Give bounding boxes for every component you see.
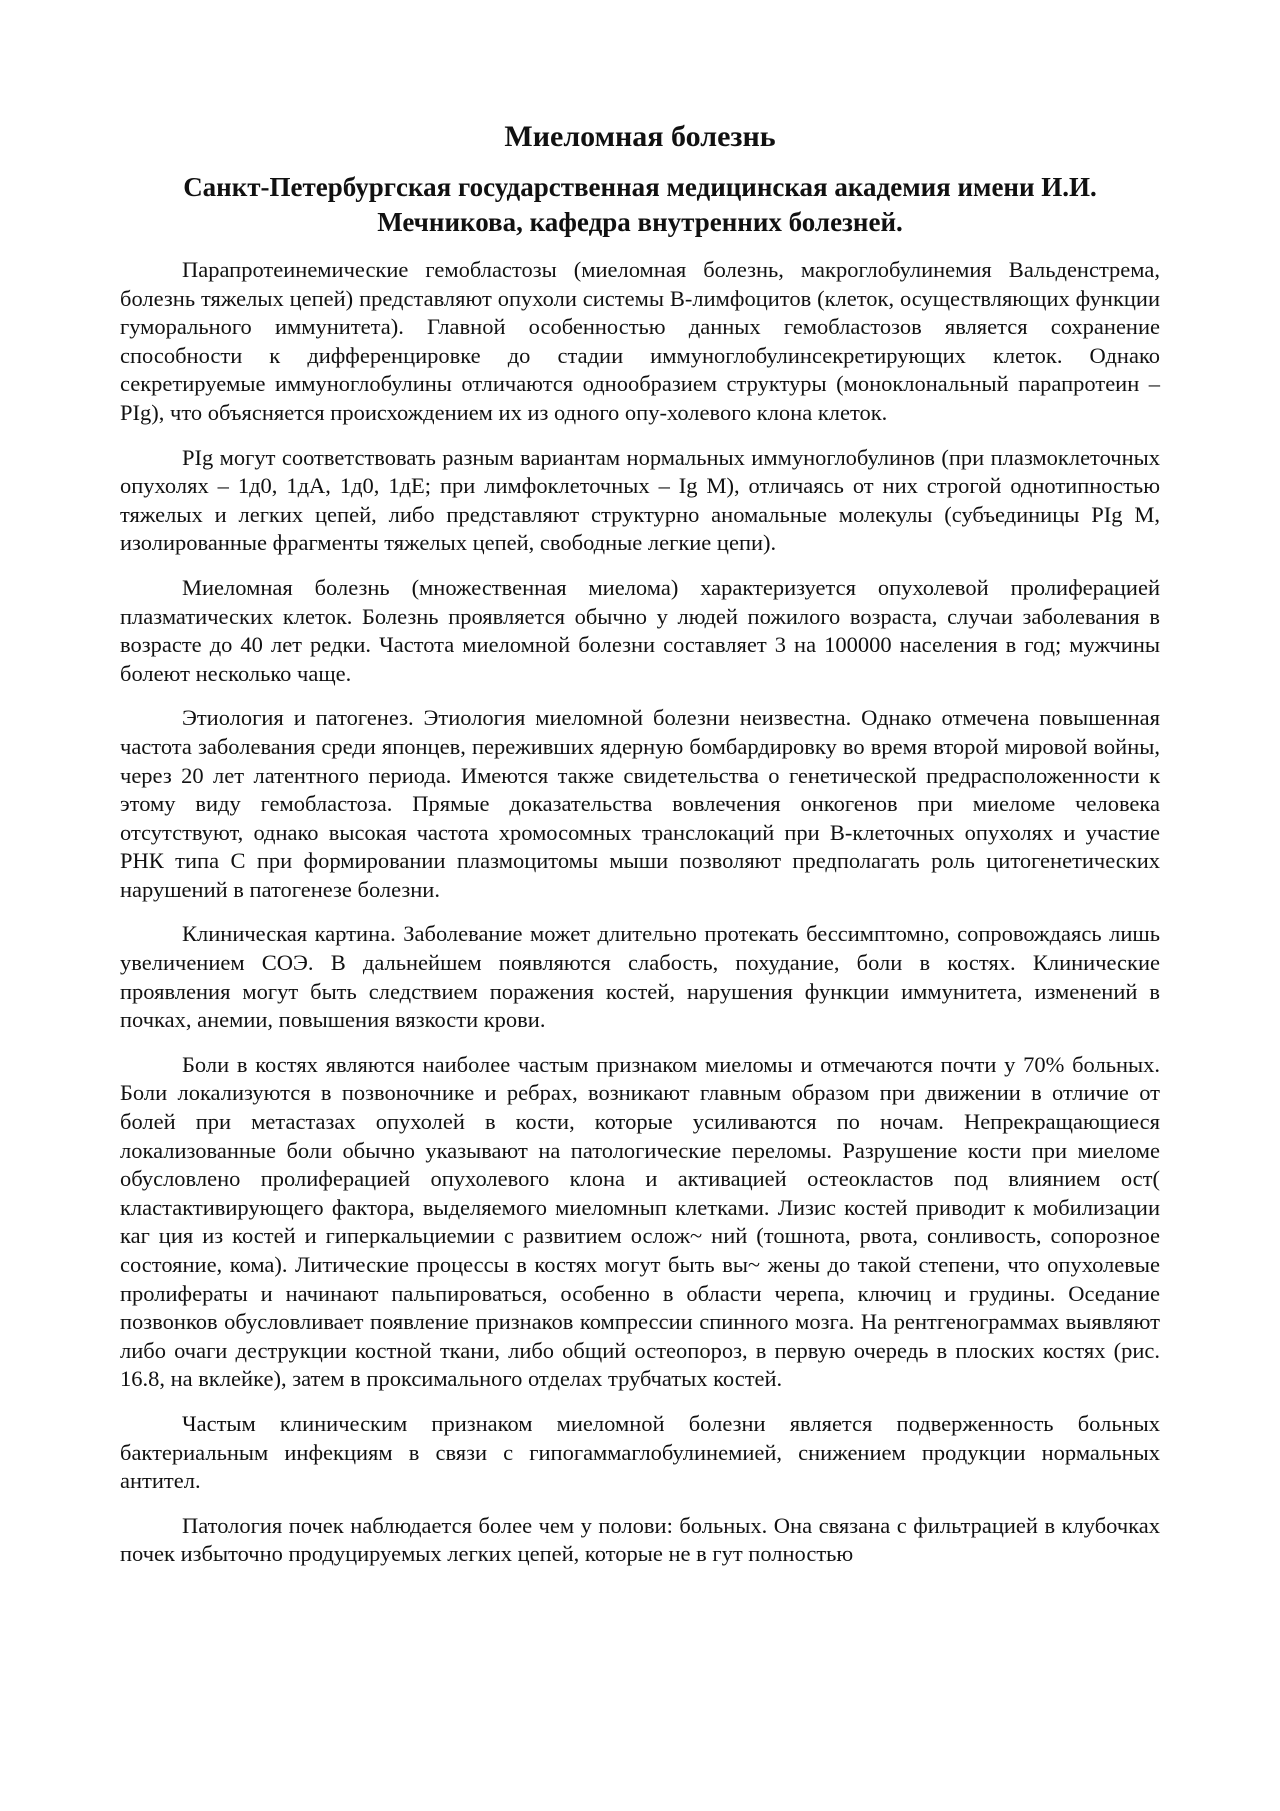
paragraph-myeloma: Миеломная болезнь (множественная миелома) характеризуется опухолевой пролиферацией плазматических клеток. Болезнь проявляется обычно у людей пожилого возраста, случаи заболевания в возрасте до 40 лет редки. Частота миеломной болезни составляет 3 на 100000 населения в год; мужчины болеют несколько чаще. [120, 574, 1160, 686]
paragraph-bone-pain: Боли в костях являются наиболее частым признаком миеломы и отмечаются почти у 70% больных. Боли локализуются в позвоночнике и ребрах, возникают главным образом при движении в отличие от болей при метастазах опухолей в кости, которые усиливаются по ночам. Непрекращающиеся локализованные боли обычно указывают на патологические переломы. Разрушение кости при миеломе обусловлено пролиферацией опухолевого клона и активацией остеокластов под влиянием ост( кластактивирующего фактора, выделяемого миеломнып клетками. Лизис костей приводит к мобилизации каг ция из костей и гиперкальциемии с развитием ослож~ ний (тошнота, рвота, сонливость, сопорозное состояние, кома). Литические процессы в костях могут быть вы~ жены до такой степени, что опухолевые пролифераты и начинают пальпироваться, особенно в области черепа, ключиц и грудины. Оседание позвонков обусловливает появление признаков компрессии спинного мозга. На рентгенограммах выявляют либо очаги деструкции костной ткани, либо общий остеопороз, в первую очередь в плоских костях (рис. 16.8, на вклейке), затем в проксимального отделах трубчатых костей. [120, 1051, 1160, 1392]
paragraph-clinical: Клиническая картина. Заболевание может длительно протекать бессимптомно, сопровождаясь лишь увеличением СОЭ. В дальнейшем появляются слабость, похудание, боли в костях. Клинические проявления могут быть следствием поражения костей, нарушения функции иммунитета, изменений в почках, анемии, повышения вязкости крови. [120, 921, 1160, 1033]
paragraph-etiology: Этиология и патогенез. Этиология миеломной болезни неизвестна. Однако отмечена повышенная частота заболевания среди японцев, переживших ядерную бомбардировку во время второй мировой войны, через 20 лет латентного периода. Имеются также свидетельства о генетической предрасположенности к этому виду гемобластоза. Прямые доказательства вовлечения онкогенов при миеломе человека отсутствуют, однако высокая частота хромосомных транслокаций при В-клеточных опухолях и участие РНК типа С при формировании плазмоцитомы мыши позволяют предполагать роль цитогенетических нарушений в патогенезе болезни. [120, 705, 1160, 902]
paragraph-intro: Парапротеинемические гемобластозы (миеломная болезнь, макроглобулинемия Вальденстрема, болезнь тяжелых цепей) представляют опухоли системы В-лимфоцитов (клеток, осуществляющих функции гуморального иммунитета). Главной особенностью данных гемобластозов является сохранение способности к дифференцировке до стадии иммуноглобулинсекретирующих клеток. Однако секретируемые иммуноглобулины отличаются однообразием структуры (моноклональный парапротеин – PIg), что объясняется происхождением их из одного опу-холевого клона клеток. [120, 257, 1160, 425]
paragraph-infections: Частым клиническим признаком миеломной болезни является подверженность больных бактериальным инфекциям в связи с гипогаммаглобулинемией, снижением продукции нормальных антител. [120, 1410, 1160, 1494]
document-subtitle: Санкт-Петербургская государственная медицинская академия имени И.И. Мечникова, кафедра внутренних болезней. [183, 172, 1097, 237]
paragraph-kidney: Патология почек наблюдается более чем у полови: больных. Она связана с фильтрацией в клубочках почек избыточно продуцируемых легких цепей, которые не в гут полностью [120, 1512, 1160, 1567]
document-title: Миеломная болезнь [504, 120, 776, 153]
paragraph-pig: PIg могут соответствовать разным вариантам нормальных иммуноглобулинов (при плазмоклеточных опухолях – 1д0, 1дА, 1д0, 1дЕ; при лимфоклеточных – Ig М), отличаясь от них строгой однотипностью тяжелых и легких цепей, либо представляют структурно аномальные молекулы (субъединицы PIg М, изолированные фрагменты тяжелых цепей, свободные легкие цепи). [120, 444, 1160, 556]
document-page [120, 118, 1160, 1569]
